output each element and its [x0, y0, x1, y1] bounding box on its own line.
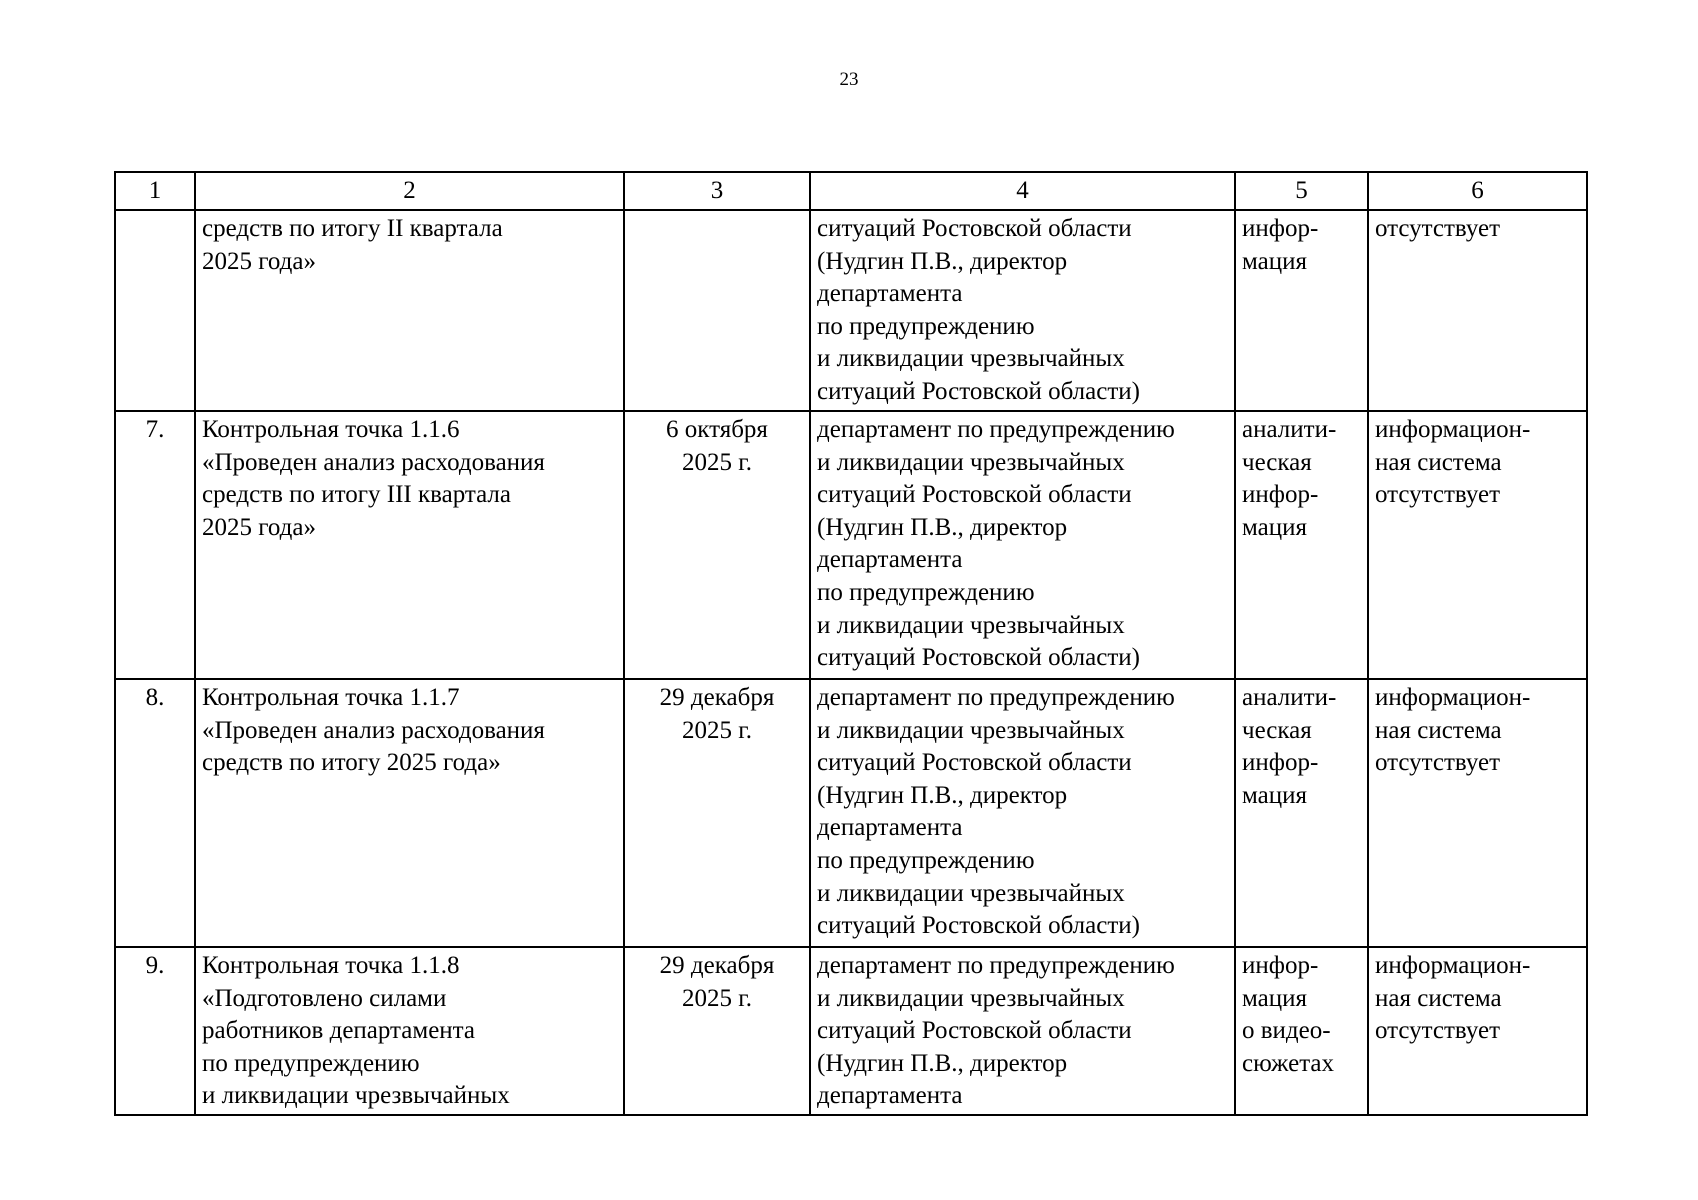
column-header-1: 1 — [115, 172, 195, 210]
table-row — [115, 947, 1587, 1115]
due-date-cell: 29 декабря 2025 г. — [624, 679, 810, 947]
control-point-name-cell: Контрольная точка 1.1.6 «Проведен анализ расходования средств по итогу III квартала 2025 года» — [195, 411, 624, 679]
column-header-5: 5 — [1235, 172, 1368, 210]
row-number-cell: 9. — [115, 947, 195, 1115]
column-header-3: 3 — [624, 172, 810, 210]
responsible-cell: ситуаций Ростовской области (Нудгин П.В., директор департамента по предупреждению и ликвидации чрезвычайных ситуаций Ростовской области) — [810, 210, 1235, 411]
control-point-name-cell: Контрольная точка 1.1.7 «Проведен анализ расходования средств по итогу 2025 года» — [195, 679, 624, 947]
info-system-cell: информацион- ная система отсутствует — [1368, 947, 1587, 1115]
document-type-cell: инфор- мация — [1235, 210, 1368, 411]
responsible-cell: департамент по предупреждению и ликвидации чрезвычайных ситуаций Ростовской области (Нудгин П.В., директор департамента — [810, 947, 1235, 1115]
column-header-4: 4 — [810, 172, 1235, 210]
document-type-cell: аналити- ческая инфор- мация — [1235, 411, 1368, 679]
table-header-row — [115, 172, 1587, 210]
row-number-cell: 7. — [115, 411, 195, 679]
due-date-cell: 6 октября 2025 г. — [624, 411, 810, 679]
due-date-cell — [624, 210, 810, 411]
info-system-cell: информацион- ная система отсутствует — [1368, 411, 1587, 679]
column-header-2: 2 — [195, 172, 624, 210]
responsible-cell: департамент по предупреждению и ликвидации чрезвычайных ситуаций Ростовской области (Нудгин П.В., директор департамента по предупреждению и ликвидации чрезвычайных ситуаций Ростовской области) — [810, 411, 1235, 679]
control-point-name-cell: средств по итогу II квартала 2025 года» — [195, 210, 624, 411]
due-date-cell: 29 декабря 2025 г. — [624, 947, 810, 1115]
document-type-cell: инфор- мация о видео- сюжетах — [1235, 947, 1368, 1115]
table-row — [115, 411, 1587, 679]
column-header-6: 6 — [1368, 172, 1587, 210]
row-number-cell — [115, 210, 195, 411]
page-number: 23 — [839, 69, 859, 90]
responsible-cell: департамент по предупреждению и ликвидации чрезвычайных ситуаций Ростовской области (Нудгин П.В., директор департамента по предупреждению и ликвидации чрезвычайных ситуаций Ростовской области) — [810, 679, 1235, 947]
info-system-cell: отсутствует — [1368, 210, 1587, 411]
control-points-table — [114, 171, 1588, 1116]
control-point-name-cell: Контрольная точка 1.1.8 «Подготовлено силами работников департамента по предупреждению и ликвидации чрезвычайных — [195, 947, 624, 1115]
table-row — [115, 210, 1587, 411]
row-number-cell: 8. — [115, 679, 195, 947]
table-row — [115, 679, 1587, 947]
info-system-cell: информацион- ная система отсутствует — [1368, 679, 1587, 947]
document-type-cell: аналити- ческая инфор- мация — [1235, 679, 1368, 947]
